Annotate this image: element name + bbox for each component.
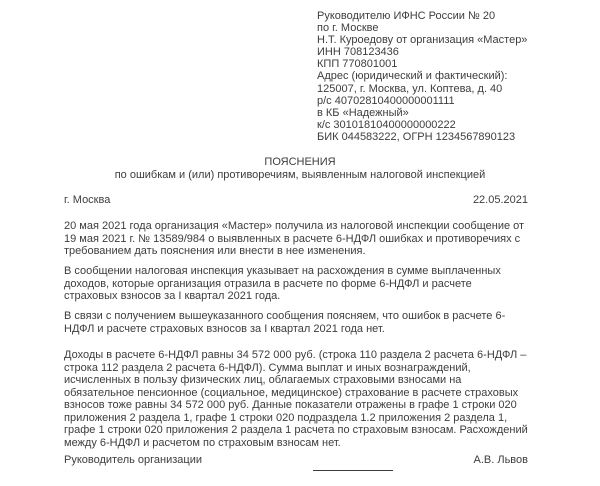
document-title: ПОЯСНЕНИЯ — [264, 156, 336, 168]
paragraph-no-errors-statement: В связи с получением вышеуказанного сообщения поясняем, что ошибок в расчете 6-НДФЛ и расчете страховых взносов за I квартал 2021 года нет. — [64, 310, 506, 335]
signature-row — [64, 454, 528, 466]
city-date-row — [64, 194, 528, 206]
recipient-line: БИК 044583222, ОГРН 1234567890123 — [317, 130, 516, 143]
recipient-block — [317, 10, 527, 143]
paragraph-message-received: 20 мая 2021 года организация «Мастер» получила из налоговой инспекции сообщение от 19 мая 2021 г. № 13589/984 о выявленных в расчете 6-НДФЛ ошибках и противоречиях с требованием дать пояснения или внести в нее изменения. — [64, 220, 525, 257]
paragraph-discrepancy-description: В сообщении налоговая инспекция указывает на расхождения в сумме выплаченных доходов, которые организация отразила в расчете по форме 6-НДФЛ и расчете страховых взносов за I квартал 2021 года. — [64, 265, 501, 302]
recipient-line: р/с 40702810400000001111 — [317, 94, 455, 107]
document-subtitle: по ошибкам и (или) противоречиям, выявленным налоговой инспекцией — [114, 168, 486, 181]
signature-name: А.В. Львов — [473, 454, 528, 466]
city-label: г. Москва — [64, 194, 111, 206]
recipient-line: Руководителю ИФНС России № 20 — [317, 10, 496, 22]
recipient-line: Н.Т. Куроедову от организация «Мастер» — [317, 34, 528, 47]
title-block — [0, 156, 600, 181]
paragraph-income-details: Доходы в расчете 6-НДФЛ равны 34 572 000 руб. (строка 110 раздела 2 расчета 6-НДФЛ – строка 112 раздела 2 расчета 6-НДФЛ). Сумма выплат и иных вознаграждений, исчисленных в пользу физических лиц, облагаемых страховыми взносами на обязательное пенсионное (социальное, медицинское) страхование в расчете страховых взносов тоже равны 34 572 000 руб. Данные показатели отражены в графе 1 строки 020 приложения 2 раздела 1, графе 1 строки 020 подраздела 1.2 приложения 2 раздела 1, графе 1 строки 020 приложения 2 раздела 1 расчета по страховым взносам. Расхождений между 6-НДФЛ и расчетом по страховым взносам нет. — [64, 349, 528, 449]
recipient-line: в КБ «Надежный» — [317, 106, 409, 119]
date-label: 22.05.2021 — [472, 194, 528, 206]
recipient-line: по г. Москве — [317, 22, 379, 35]
signature-role: Руководитель организации — [64, 454, 203, 466]
signature-blank-line — [313, 470, 393, 471]
recipient-line: Адрес (юридический и фактический): — [317, 70, 508, 83]
recipient-line: к/с 30101810400000000222 — [317, 118, 456, 131]
recipient-line: КПП 770801001 — [317, 58, 398, 71]
recipient-line: ИНН 708123436 — [317, 46, 399, 59]
recipient-line: 125007, г. Москва, ул. Коптева, д. 40 — [317, 82, 503, 95]
